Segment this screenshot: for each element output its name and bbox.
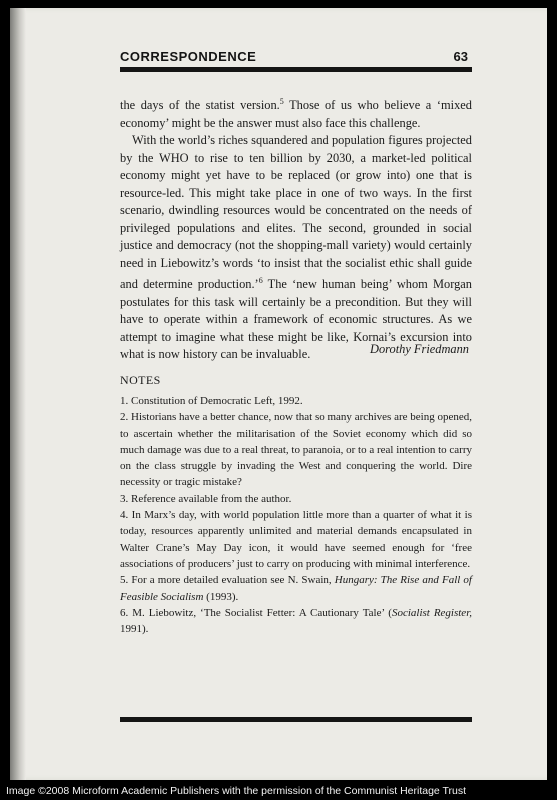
book-spine-shadow <box>10 8 26 780</box>
paragraph-1 <box>120 93 472 132</box>
note-5 <box>120 572 472 605</box>
header-rule <box>120 67 472 72</box>
body-text <box>120 93 472 364</box>
note-6-text: 6. M. Liebowitz, ‘The Socialist Fetter: A Cautionary Tale’ ( <box>120 606 392 619</box>
note-6-journal-title: Socialist Register, <box>391 606 473 619</box>
section-title: CORRESPONDENCE <box>120 49 257 64</box>
note-6 <box>120 605 472 638</box>
note-5-year: (1993). <box>203 590 239 603</box>
note-5-book-title: Hungary: The Rise and Fall of Feasible Socialism <box>120 574 472 603</box>
note-6-year: 1991). <box>120 623 149 636</box>
footnote-ref-5: 5 <box>279 97 284 106</box>
paragraph-2-text-a: With the world’s riches squandered and population figures projected by the WHO to rise to ten billion by 2030, a market-led political economy might yet have to be replaced (or grow into) one that is resource-led. This might take place in one of two ways. In the first scenario, dwindling resources would be concentrated on the needs of privileged populations and elites. The second, grounded in social justice and democracy (not the shopping-mall variety) would certainly need in Liebowitz’s words ‘to insist that the socialist ethic shall guide and determine production.’ <box>120 133 472 292</box>
image-credit: Image ©2008 Microform Academic Publishers with the permission of the Communist Heritage Trust <box>6 785 467 797</box>
note-1: 1. Constitution of Democratic Left, 1992. <box>120 395 303 407</box>
note-5-text: 5. For a more detailed evaluation see N. Swain, <box>120 574 335 587</box>
notes-heading: NOTES <box>120 373 161 387</box>
author-signature: Dorothy Friedmann <box>370 342 469 356</box>
paragraph-1-text-a: the days of the statist version. <box>120 98 280 113</box>
paragraph-1-text-b: Those of us who believe a ‘mixed economy’ might be the answer must also face this challenge. <box>120 98 472 130</box>
footnote-ref-6: 6 <box>258 276 263 286</box>
note-2: 2. Historians have a better chance, now that so many archives are being opened, to ascertain whether the militarisation of the Soviet economy which did so much damage was due to a real threat, to paranoia, or to a real intention to carry on the class struggle by invading the West and conquering the world. Dire necessity or tragic mistake? <box>120 411 472 489</box>
paragraph-2-text-b: The ‘new human being’ whom Morgan postulates for this task will certainly be a precondition. But they will have to operate within a framework of economic structures. As we attempt to imagine what these might be like, Kornai’s excursion into what is now history can be invaluable. <box>120 277 472 362</box>
page-number: 63 <box>453 49 468 64</box>
note-4: 4. In Marx’s day, with world population little more than a quarter of what it is today, resources apparently unlimited and material demands encapsulated in Walter Crane’s May Day icon, it would have seemed enough for ‘free associations of producers’ just to carry on producing with minimal interference. <box>120 509 472 570</box>
footer-rule <box>120 717 472 722</box>
paragraph-2 <box>120 132 472 364</box>
note-3: 3. Reference available from the author. <box>120 492 292 505</box>
running-head <box>120 49 472 67</box>
notes-list <box>120 393 472 637</box>
